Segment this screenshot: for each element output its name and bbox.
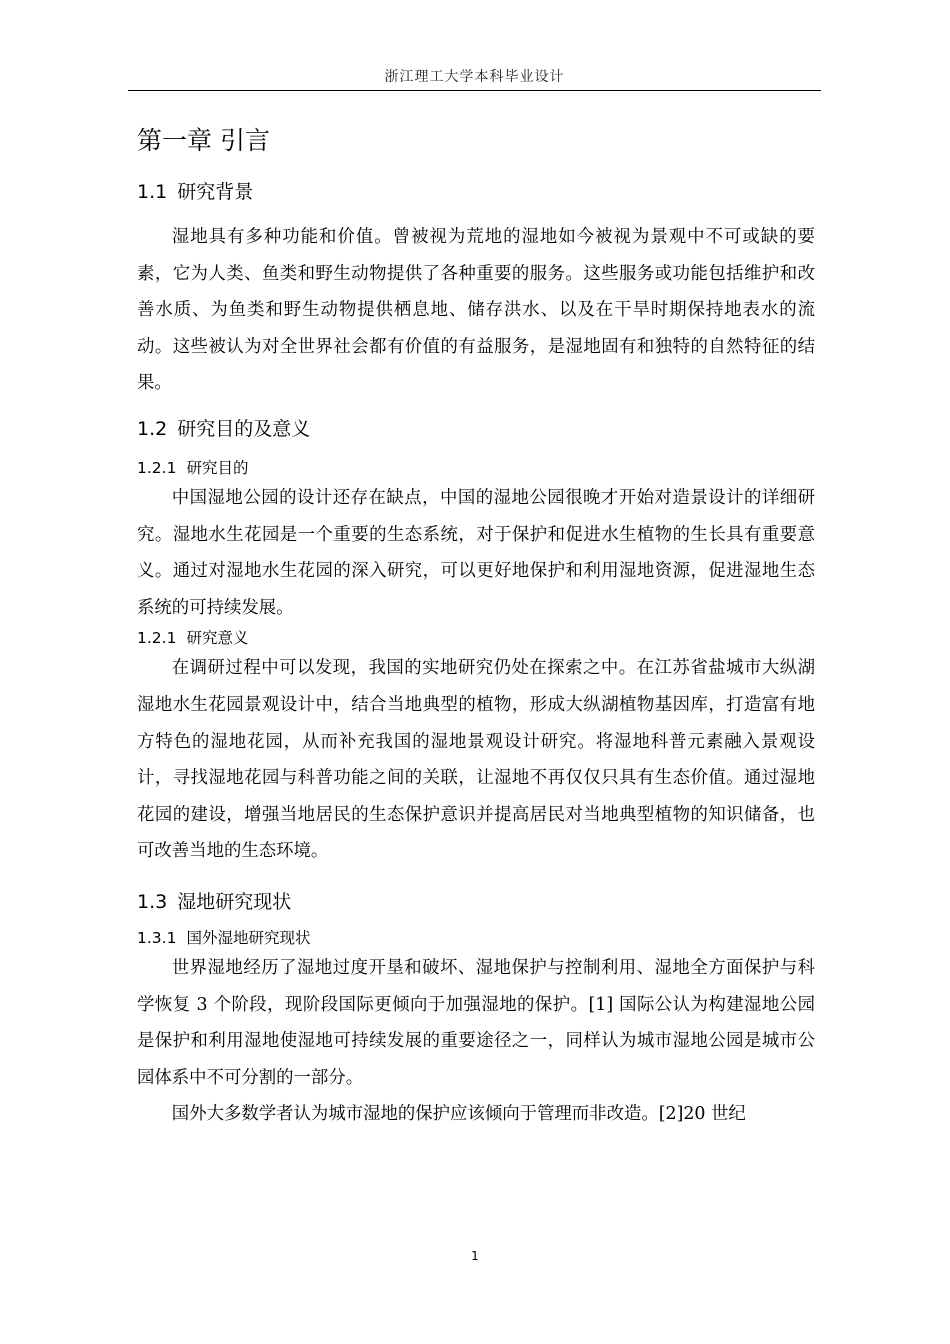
paragraph-purpose: 中国湿地公园的设计还存在缺点，中国的湿地公园很晚才开始对造景设计的详细研究。湿地水生花园是一个重要的生态系统，对于保护和促进水生植物的生长具有重要意义。通过对湿地水生花园的深入研究，可以更好地保护和利用湿地资源，促进湿地生态系统的可持续发展。 [137,487,815,618]
subsection-title: 研究目的 [186,458,249,477]
section-number: 1.3 [137,890,168,913]
paragraph-foreign-status-1: 世界湿地经历了湿地过度开垦和破坏、湿地保护与控制利用、湿地全方面保护与科学恢复 3 个阶段，现阶段国际更倾向于加强湿地的保护。[1] 国际公认为构建湿地公园是保护和利用湿地使湿地可持续发展的重要途径之一，同样认为城市湿地公园是城市公园体系中不可分割的一部分。 [137,957,815,1088]
paragraph-foreign-status-2: 国外大多数学者认为城市湿地的保护应该倾向于管理而非改造。[2]20 世纪 [171,1104,746,1125]
subsection-number: 1.2.1 [137,458,177,477]
section-heading-1-1 [137,178,815,206]
section-heading-1-2 [137,415,815,443]
section-title: 研究背景 [177,181,254,203]
subsection-title: 研究意义 [186,629,249,648]
subsection-heading-foreign-status [137,926,815,950]
section-title: 研究目的及意义 [177,417,311,440]
paragraph-background: 湿地具有多种功能和价值。曾被视为荒地的湿地如今被视为景观中不可或缺的要素，它为人类、鱼类和野生动物提供了各种重要的服务。这些服务或功能包括维护和改善水质、为鱼类和野生动物提供栖息地、储存洪水、以及在干旱时期保持地表水的流动。这些被认为对全世界社会都有价值的有益服务，是湿地固有和独特的自然特征的结果。 [137,227,815,394]
subsection-number: 1.3.1 [137,928,177,947]
page-body [137,118,815,1133]
section-number: 1.1 [137,181,168,203]
subsection-number: 1.2.1 [137,629,177,648]
header-divider [128,90,821,91]
running-header: 浙江理工大学本科毕业设计 [384,69,565,85]
section-number: 1.2 [137,417,168,440]
paragraph-significance: 在调研过程中可以发现，我国的实地研究仍处在探索之中。在江苏省盐城市大纵湖湿地水生花园景观设计中，结合当地典型的植物，形成大纵湖植物基因库，打造富有地方特色的湿地花园，从而补充我国的湿地景观设计研究。将湿地科普元素融入景观设计，寻找湿地花园与科普功能之间的关联，让湿地不再仅仅只具有生态价值。通过湿地花园的建设，增强当地居民的生态保护意识并提高居民对当地典型植物的知识储备，也可改善当地的生态环境。 [137,658,815,862]
chapter-title: 第一章 引言 [137,126,270,155]
subsection-heading-purpose [137,456,815,480]
subsection-heading-significance [137,626,815,650]
subsection-title: 国外湿地研究现状 [186,928,311,947]
section-heading-1-3 [137,888,815,916]
page-number: 1 [471,1249,479,1263]
section-title: 湿地研究现状 [177,890,292,913]
